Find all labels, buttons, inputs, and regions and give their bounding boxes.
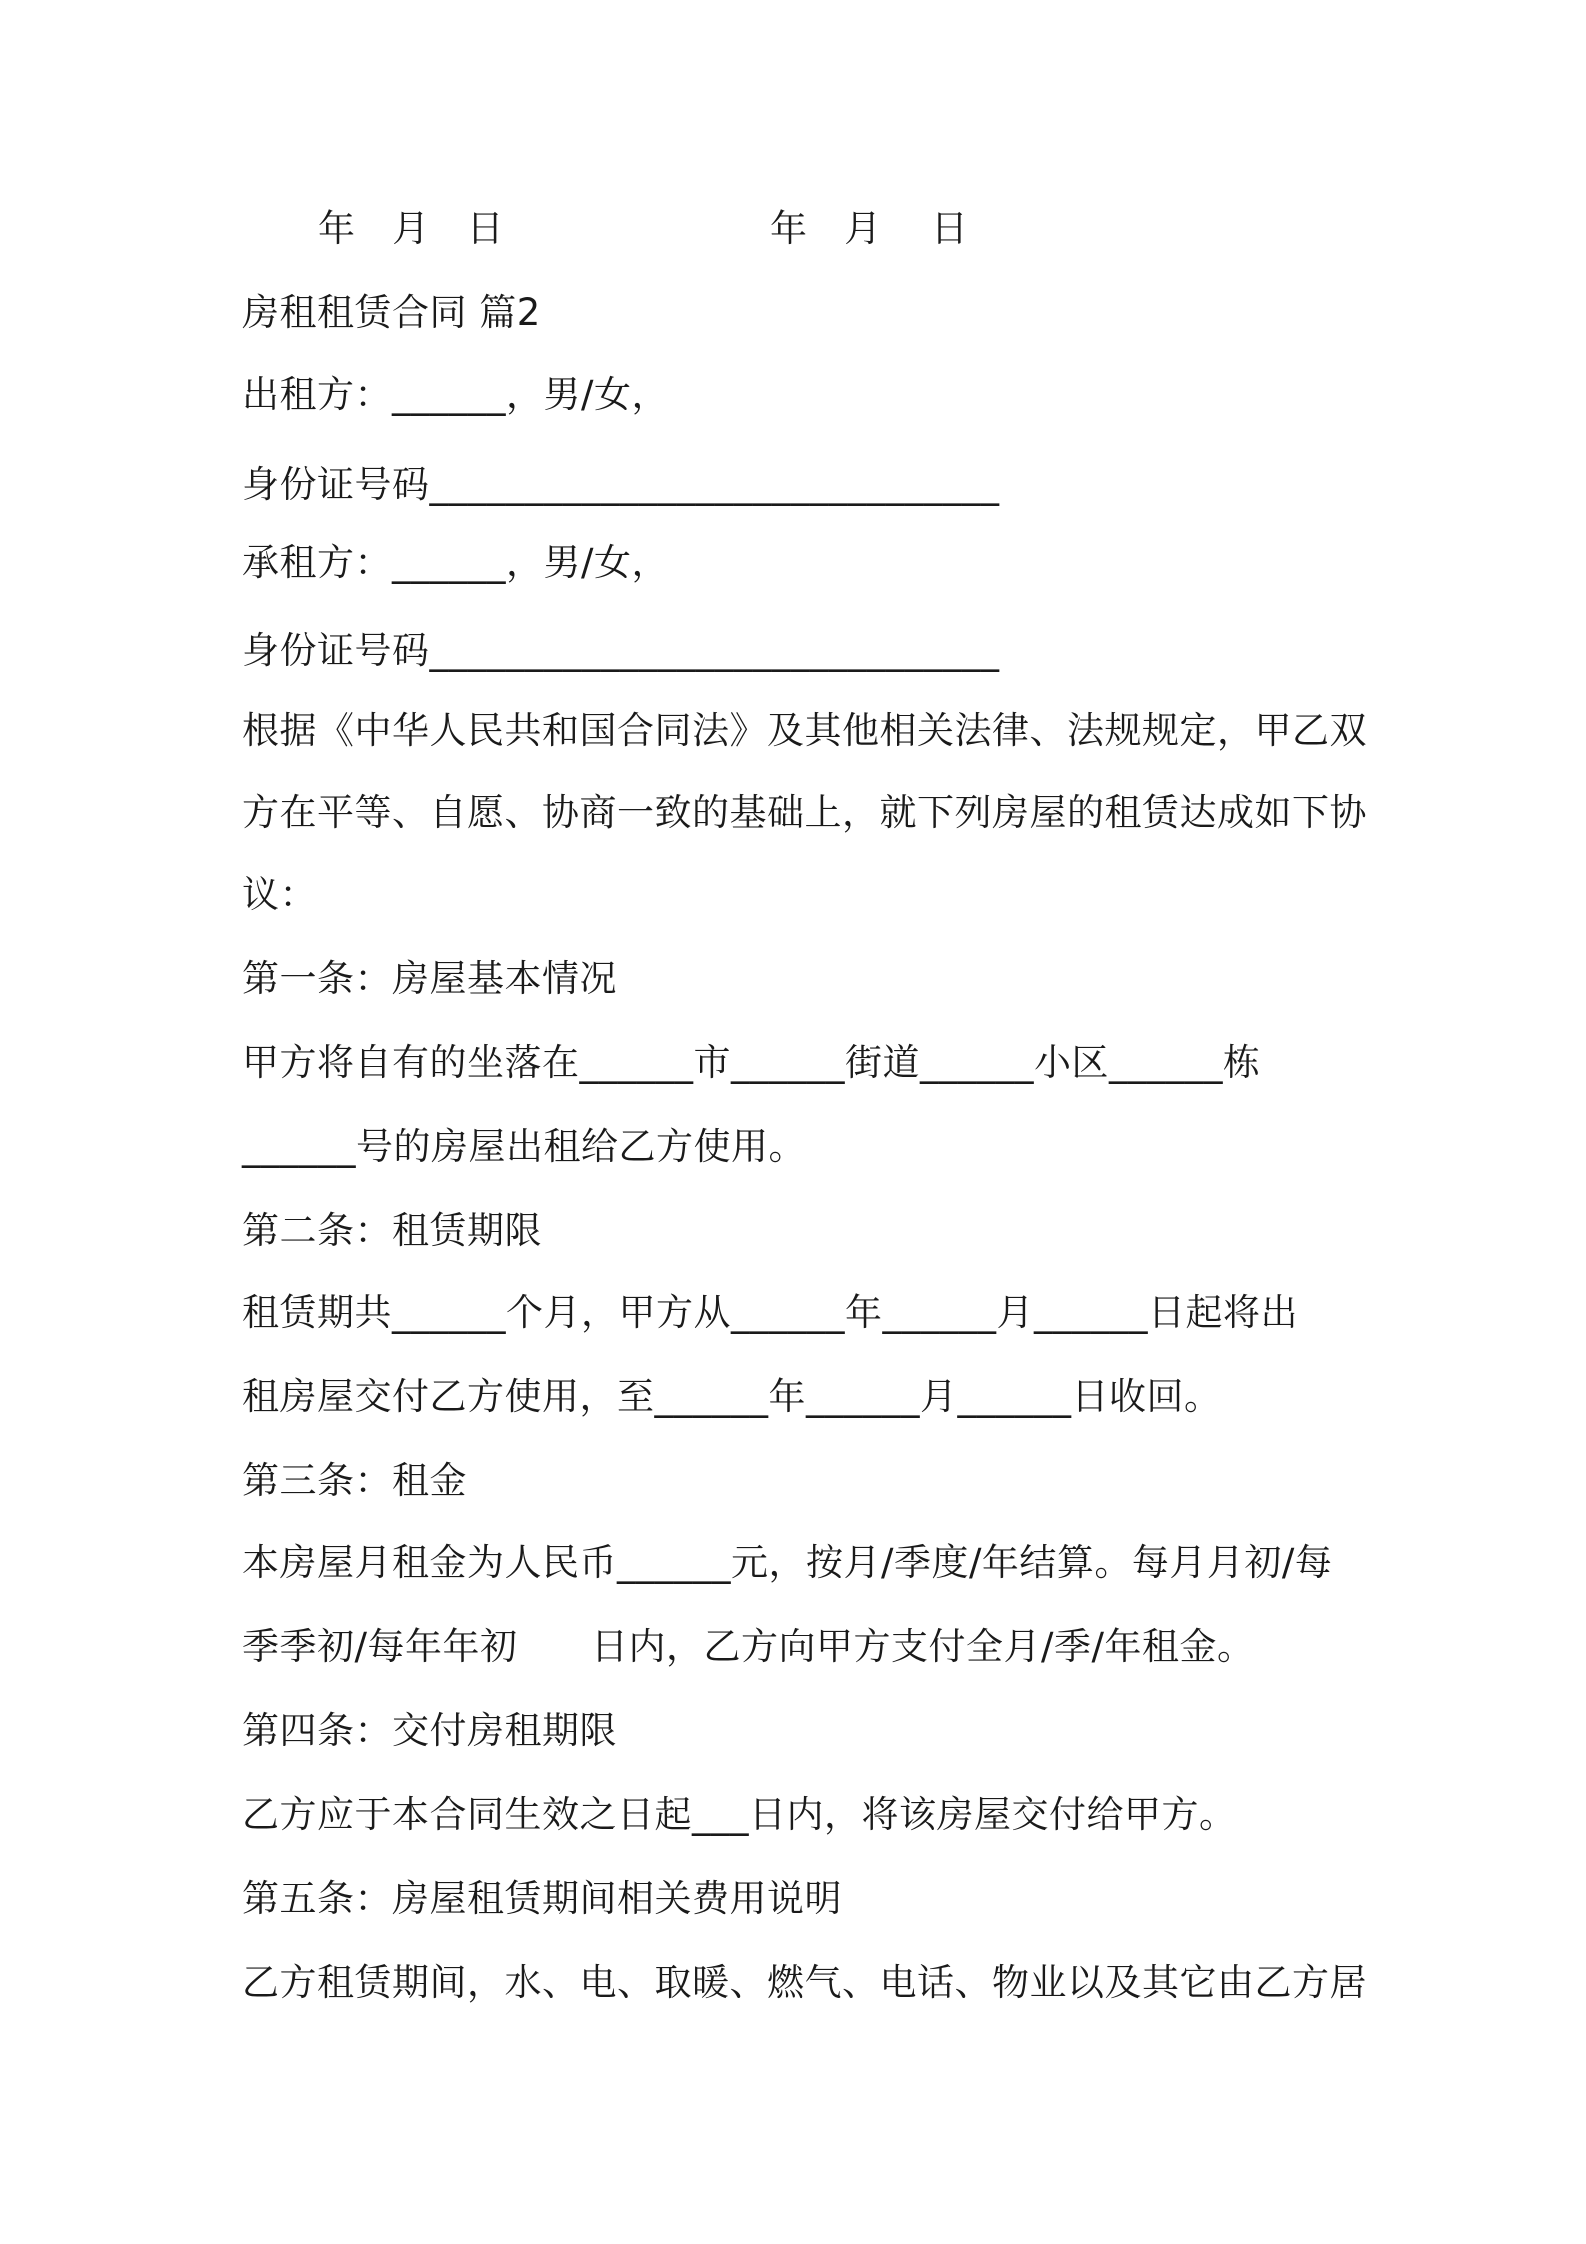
lessor-line: 出租方：______，男/女，	[242, 373, 669, 416]
article-4-line-1: 乙方应于本合同生效之日起___日内，将该房屋交付给甲方。	[242, 1793, 1237, 1836]
contract-title: 房租租赁合同 篇2	[242, 291, 541, 334]
article-5-heading: 第五条：房屋租赁期间相关费用说明	[242, 1877, 842, 1920]
article-3-heading: 第三条：租金	[242, 1459, 467, 1502]
article-2-line-2: 租房屋交付乙方使用，至______年______月______日收回。	[242, 1375, 1222, 1418]
signature-date-lessor: 年 月 日	[318, 207, 505, 250]
article-2-heading: 第二条：租赁期限	[242, 1209, 542, 1252]
article-3-line-2: 季季初/每年年初 日内，乙方向甲方支付全月/季/年租金。	[242, 1625, 1255, 1668]
article-1-line-2: ______号的房屋出租给乙方使用。	[242, 1125, 806, 1168]
signature-date-lessee: 年 月 日	[770, 207, 969, 250]
lessor-id-line: 身份证号码______________________________	[242, 463, 1000, 506]
lessee-id-line: 身份证号码______________________________	[242, 629, 1000, 672]
article-3-line-1: 本房屋月租金为人民币______元，按月/季度/年结算。每月月初/每	[242, 1541, 1333, 1584]
preamble-line-3: 议：	[242, 873, 317, 916]
lessee-line: 承租方：______，男/女，	[242, 541, 669, 584]
preamble-line-2: 方在平等、自愿、协商一致的基础上，就下列房屋的租赁达成如下协	[242, 791, 1367, 834]
article-2-line-1: 租赁期共______个月，甲方从______年______月______日起将出	[242, 1291, 1298, 1334]
article-5-line-1: 乙方租赁期间，水、电、取暖、燃气、电话、物业以及其它由乙方居	[242, 1961, 1367, 2004]
article-1-line-1: 甲方将自有的坐落在______市______街道______小区______栋	[242, 1041, 1261, 1084]
article-1-heading: 第一条：房屋基本情况	[242, 957, 617, 1000]
article-4-heading: 第四条：交付房租期限	[242, 1709, 617, 1752]
preamble-line-1: 根据《中华人民共和国合同法》及其他相关法律、法规规定，甲乙双	[242, 709, 1367, 752]
